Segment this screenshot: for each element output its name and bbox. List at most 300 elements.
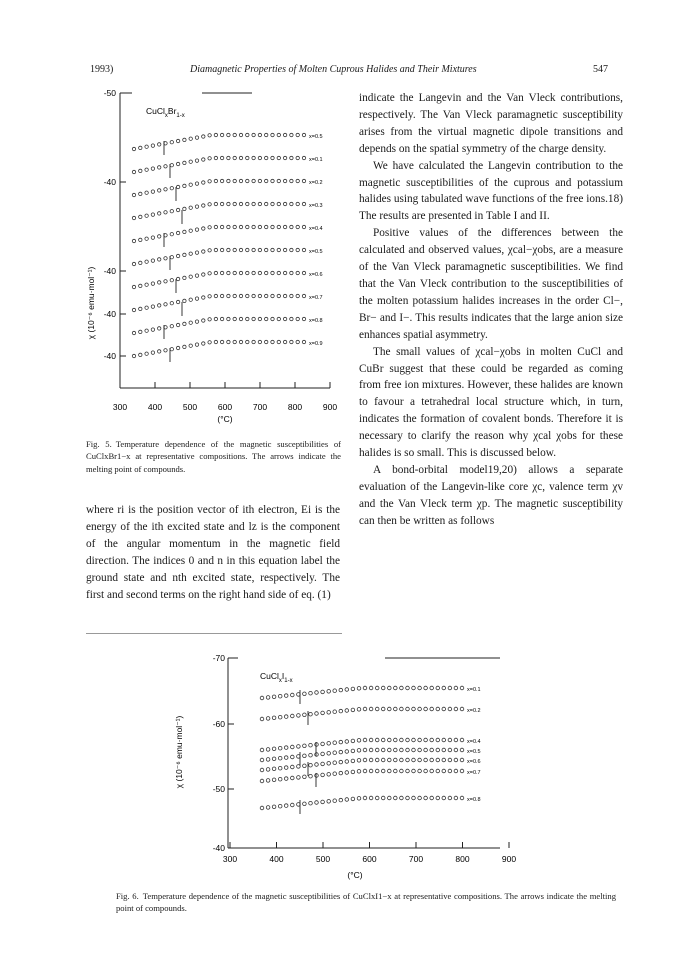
fig6-data-point — [284, 804, 288, 808]
fig5-data-point — [195, 297, 198, 300]
fig6-data-point — [442, 738, 446, 742]
fig5-series-curve — [132, 156, 322, 178]
fig5-data-point — [208, 295, 211, 298]
fig5-data-point — [214, 294, 217, 297]
fig5-data-point — [277, 271, 280, 274]
fig6-data-point — [333, 741, 337, 745]
fig5-data-point — [302, 225, 305, 228]
fig6-data-point — [375, 707, 379, 711]
fig5-data-point — [290, 225, 293, 228]
fig5-data-point — [283, 317, 286, 320]
fig5-data-point — [265, 156, 268, 159]
fig6-series-curve — [260, 686, 480, 704]
fig5-data-point — [233, 179, 236, 182]
fig5-data-point — [265, 133, 268, 136]
fig5-data-point — [195, 159, 198, 162]
fig6-data-point — [315, 801, 319, 805]
fig6-data-point — [406, 738, 410, 742]
fig6-series-label: x=0.6 — [467, 759, 481, 765]
fig5-data-point — [252, 133, 255, 136]
fig5-data-point — [296, 179, 299, 182]
fig6-data-point — [260, 717, 264, 721]
fig5-series-label: x=0.2 — [309, 180, 323, 186]
fig6-data-point — [291, 755, 295, 759]
fig5-data-point — [214, 248, 217, 251]
fig5-data-point — [265, 340, 268, 343]
fig5-data-point — [296, 225, 299, 228]
fig5-data-point — [214, 133, 217, 136]
fig6-data-point — [375, 796, 379, 800]
fig5-data-point — [258, 133, 261, 136]
fig6-data-point — [454, 769, 458, 773]
fig5-data-point — [208, 203, 211, 206]
fig5-data-point — [145, 260, 148, 263]
fig6-data-point — [284, 694, 288, 698]
fig5-data-point — [195, 228, 198, 231]
fig5-data-point — [252, 294, 255, 297]
fig6-data-point — [418, 686, 422, 690]
fig5-data-point — [170, 233, 173, 236]
fig6-data-point — [357, 749, 361, 753]
fig5-data-point — [227, 225, 230, 228]
fig6-data-point — [339, 750, 343, 754]
fig5-data-point — [195, 343, 198, 346]
fig5-series-curve — [132, 317, 322, 339]
fig6-data-point — [260, 696, 264, 700]
fig6-data-point — [291, 693, 295, 697]
fig6-data-point — [351, 708, 355, 712]
fig5-data-point — [233, 248, 236, 251]
fig5-data-point — [246, 340, 249, 343]
fig6-data-point — [381, 686, 385, 690]
fig6-data-point — [400, 686, 404, 690]
fig6-data-point — [381, 769, 385, 773]
fig6-data-point — [363, 748, 367, 752]
fig6-data-point — [406, 769, 410, 773]
fig5-data-point — [233, 294, 236, 297]
fig5-data-point — [277, 202, 280, 205]
fig6-series-label: x=0.5 — [467, 749, 481, 755]
fig5-series-label: x=0.4 — [309, 226, 323, 232]
fig6-data-point — [351, 687, 355, 691]
fig5-data-point — [164, 188, 167, 191]
fig6-data-point — [394, 686, 398, 690]
fig5-data-point — [170, 325, 173, 328]
fig6-data-point — [260, 748, 264, 752]
fig5-data-point — [227, 156, 230, 159]
fig5-data-point — [195, 251, 198, 254]
fig5-data-point — [158, 143, 161, 146]
fig6-data-point — [333, 799, 337, 803]
fig6-data-point — [400, 796, 404, 800]
fig6-data-point — [303, 754, 307, 758]
fig6-data-point — [436, 738, 440, 742]
fig6-data-point — [297, 776, 301, 780]
fig6-data-point — [454, 707, 458, 711]
fig6-data-point — [321, 762, 325, 766]
fig5-data-point — [151, 351, 154, 354]
fig5-data-point — [202, 250, 205, 253]
fig6-data-point — [424, 796, 428, 800]
fig5-data-point — [239, 340, 242, 343]
fig6-data-point — [388, 758, 392, 762]
fig5-data-point — [271, 179, 274, 182]
fig5-data-point — [189, 206, 192, 209]
fig5-data-point — [258, 179, 261, 182]
fig5-data-point — [283, 133, 286, 136]
fig5-data-point — [220, 179, 223, 182]
fig5-data-point — [189, 160, 192, 163]
fig6-data-point — [339, 709, 343, 713]
fig6-x-tick-label: 600 — [362, 854, 377, 864]
fig5-data-point — [252, 271, 255, 274]
fig5-data-point — [252, 317, 255, 320]
fig6-data-point — [442, 686, 446, 690]
fig5-data-point — [246, 225, 249, 228]
fig6-data-point — [321, 742, 325, 746]
fig6-data-point — [388, 686, 392, 690]
fig5-data-point — [233, 317, 236, 320]
fig5-data-point — [183, 299, 186, 302]
fig5-data-point — [265, 317, 268, 320]
fig6-y-tick-label: -50 — [212, 784, 225, 794]
figure-6-caption — [116, 890, 616, 915]
fig5-data-point — [208, 180, 211, 183]
fig6-data-point — [284, 715, 288, 719]
fig5-data-point — [252, 248, 255, 251]
fig6-label: $CuCl_xI_{1-x}$ — [260, 671, 293, 684]
fig5-data-point — [176, 254, 179, 257]
fig6-data-point — [400, 738, 404, 742]
fig6-data-point — [351, 739, 355, 743]
fig6-data-point — [315, 691, 319, 695]
fig5-data-point — [145, 329, 148, 332]
fig5-data-point — [302, 317, 305, 320]
fig6-data-point — [412, 686, 416, 690]
fig6-data-point — [363, 707, 367, 711]
fig6-data-point — [460, 738, 464, 742]
fig6-data-point — [309, 691, 313, 695]
fig5-data-point — [271, 156, 274, 159]
fig5-data-point — [176, 323, 179, 326]
fig5-data-point — [220, 156, 223, 159]
fig5-data-point — [176, 139, 179, 142]
fig5-series-curve — [132, 133, 322, 155]
fig5-data-point — [265, 294, 268, 297]
fig5-data-point — [277, 294, 280, 297]
fig6-data-point — [284, 766, 288, 770]
fig5-series-label: x=0.9 — [309, 341, 323, 347]
fig5-data-point — [283, 294, 286, 297]
fig5-data-point — [195, 274, 198, 277]
fig5-series-curve — [132, 294, 322, 316]
fig5-data-point — [189, 298, 192, 301]
fig5-data-point — [176, 208, 179, 211]
fig5-data-point — [252, 340, 255, 343]
fig5-data-point — [302, 271, 305, 274]
fig6-data-point — [394, 738, 398, 742]
fig6-data-point — [309, 801, 313, 805]
fig6-data-point — [321, 690, 325, 694]
fig5-data-point — [139, 238, 142, 241]
fig6-data-point — [278, 694, 282, 698]
fig5-data-point — [290, 248, 293, 251]
fig5-data-point — [271, 248, 274, 251]
fig6-data-point — [345, 740, 349, 744]
fig6-data-point — [436, 748, 440, 752]
fig5-data-point — [252, 202, 255, 205]
fig5-data-point — [158, 189, 161, 192]
fig6-data-point — [388, 748, 392, 752]
fig6-data-point — [454, 686, 458, 690]
fig5-data-point — [170, 302, 173, 305]
fig5-data-point — [233, 340, 236, 343]
fig6-series-label: x=0.4 — [467, 739, 481, 745]
fig5-data-point — [258, 248, 261, 251]
fig6-data-point — [260, 779, 264, 783]
fig6-data-point — [442, 796, 446, 800]
fig5-series-label: x=0.6 — [309, 272, 323, 278]
left-paragraph-1: where ri is the position vector of ith electron, Ei is the energy of the ith excited state and lz is the component of the angular momentum in the magnetic field direction. The indices 0 and n in this equation label the ground state and nth excited state, respectively. The first and second terms on the right hand side of eq. (1) — [86, 504, 340, 601]
fig5-data-point — [246, 271, 249, 274]
fig6-data-point — [345, 771, 349, 775]
fig5-data-point — [151, 282, 154, 285]
fig5-data-point — [183, 345, 186, 348]
fig5-data-point — [302, 340, 305, 343]
fig5-data-point — [164, 280, 167, 283]
fig5-data-point — [132, 262, 135, 265]
fig6-data-point — [436, 707, 440, 711]
fig6-data-point — [351, 770, 355, 774]
fig5-data-point — [139, 169, 142, 172]
fig5-data-point — [164, 165, 167, 168]
fig5-caption-label: Fig. 5. — [86, 439, 112, 449]
fig5-data-point — [189, 183, 192, 186]
fig5-data-point — [239, 317, 242, 320]
fig6-data-point — [381, 796, 385, 800]
fig5-x-tick-label: 900 — [322, 402, 338, 412]
fig5-data-point — [145, 191, 148, 194]
fig6-data-point — [460, 758, 464, 762]
fig6-data-point — [363, 769, 367, 773]
fig6-data-point — [400, 769, 404, 773]
fig5-data-point — [176, 185, 179, 188]
fig5-data-point — [208, 249, 211, 252]
fig5-data-point — [283, 179, 286, 182]
right-paragraph-5: A bond-orbital model19,20) allows a separate evaluation of the Langevin-like core χc, valence term χv and the Van Vleck term χp. The magnetic susceptibility can then be written as follows — [359, 463, 623, 527]
fig6-data-point — [460, 748, 464, 752]
fig5-data-point — [271, 294, 274, 297]
fig6-data-point — [454, 748, 458, 752]
fig5-data-point — [227, 294, 230, 297]
fig6-data-point — [309, 774, 313, 778]
fig6-data-point — [303, 764, 307, 768]
fig6-data-point — [278, 756, 282, 760]
fig5-data-point — [208, 134, 211, 137]
fig6-data-point — [406, 686, 410, 690]
fig6-data-point — [272, 747, 276, 751]
fig5-data-point — [145, 145, 148, 148]
fig5-data-point — [183, 322, 186, 325]
fig5-data-point — [164, 257, 167, 260]
fig5-data-point — [277, 156, 280, 159]
fig6-data-point — [272, 716, 276, 720]
fig5-data-point — [145, 237, 148, 240]
fig6-caption-text: Temperature dependence of the magnetic susceptibilities of CuClxI1−x at representative compositions. The arrows indicate the melting point of compounds. — [116, 891, 616, 914]
fig6-data-point — [430, 769, 434, 773]
fig5-data-point — [183, 230, 186, 233]
fig5-data-point — [164, 349, 167, 352]
fig5-data-point — [220, 340, 223, 343]
fig5-data-point — [271, 340, 274, 343]
fig5-data-point — [214, 202, 217, 205]
fig5-data-point — [296, 340, 299, 343]
fig5-data-point — [290, 156, 293, 159]
fig5-data-point — [290, 294, 293, 297]
fig6-data-point — [266, 717, 270, 721]
fig5-data-point — [302, 156, 305, 159]
fig6-data-point — [436, 686, 440, 690]
fig5-data-point — [202, 296, 205, 299]
fig6-data-point — [394, 796, 398, 800]
fig6-data-point — [442, 707, 446, 711]
fig5-data-point — [214, 179, 217, 182]
fig6-y-tick-label: -70 — [212, 653, 225, 663]
fig6-data-point — [424, 738, 428, 742]
figure-6 — [170, 652, 522, 882]
fig6-data-point — [291, 803, 295, 807]
fig6-data-point — [309, 712, 313, 716]
fig6-data-point — [418, 796, 422, 800]
fig5-data-point — [202, 158, 205, 161]
fig5-series-label: x=0.5 — [309, 249, 323, 255]
fig5-series-curve — [132, 179, 322, 201]
fig5-data-point — [145, 306, 148, 309]
fig6-data-point — [388, 738, 392, 742]
fig5-data-point — [227, 133, 230, 136]
fig5-y-tick-label: -40 — [103, 351, 116, 361]
fig5-data-point — [239, 133, 242, 136]
fig5-data-point — [296, 294, 299, 297]
fig5-data-point — [271, 225, 274, 228]
fig6-data-point — [333, 689, 337, 693]
fig5-data-point — [283, 156, 286, 159]
fig6-series-label: x=0.2 — [467, 708, 481, 714]
fig5-data-point — [164, 211, 167, 214]
fig6-data-point — [369, 748, 373, 752]
fig5-data-point — [220, 248, 223, 251]
fig5-data-point — [233, 202, 236, 205]
fig5-data-point — [158, 350, 161, 353]
fig5-data-point — [252, 225, 255, 228]
fig6-data-point — [430, 738, 434, 742]
fig5-data-point — [220, 317, 223, 320]
running-header-title: Diamagnetic Properties of Molten Cuprous Halides and Their Mixtures — [190, 64, 477, 75]
fig5-data-point — [302, 248, 305, 251]
fig5-data-point — [183, 161, 186, 164]
fig5-data-point — [183, 138, 186, 141]
fig5-data-point — [183, 184, 186, 187]
fig6-data-point — [406, 758, 410, 762]
fig5-data-point — [239, 225, 242, 228]
fig5-data-point — [132, 239, 135, 242]
fig6-data-point — [424, 769, 428, 773]
fig5-y-tick-label: -40 — [103, 266, 116, 276]
figure-5-caption — [86, 438, 341, 475]
fig5-data-point — [132, 354, 135, 357]
fig6-data-point — [284, 777, 288, 781]
fig5-data-point — [158, 327, 161, 330]
fig5-data-point — [202, 319, 205, 322]
fig6-data-point — [345, 750, 349, 754]
fig6-data-point — [303, 713, 307, 717]
fig5-data-point — [296, 271, 299, 274]
fig5-data-point — [158, 166, 161, 169]
fig6-data-point — [357, 708, 361, 712]
fig6-x-tick-label: 500 — [315, 854, 331, 864]
fig6-data-point — [345, 760, 349, 764]
fig5-data-point — [271, 317, 274, 320]
fig6-data-point — [315, 774, 319, 778]
fig5-data-point — [214, 340, 217, 343]
fig6-data-point — [297, 714, 301, 718]
fig6-data-point — [381, 707, 385, 711]
fig6-data-point — [369, 758, 373, 762]
fig6-data-point — [400, 748, 404, 752]
fig6-data-point — [357, 797, 361, 801]
fig6-data-point — [424, 686, 428, 690]
fig5-data-point — [239, 202, 242, 205]
fig5-data-point — [170, 256, 173, 259]
fig5-data-point — [189, 137, 192, 140]
fig6-data-point — [315, 743, 319, 747]
fig6-data-point — [327, 752, 331, 756]
fig5-data-point — [170, 348, 173, 351]
fig6-y-axis-label: χ (10⁻⁶ emu·mol⁻¹) — [174, 715, 184, 789]
fig6-y-tick-label: -60 — [212, 719, 225, 729]
fig5-data-point — [277, 317, 280, 320]
fig5-data-point — [265, 179, 268, 182]
fig6-data-point — [363, 758, 367, 762]
fig6-data-point — [460, 769, 464, 773]
fig6-data-point — [266, 748, 270, 752]
fig5-data-point — [151, 190, 154, 193]
fig5-data-point — [208, 341, 211, 344]
fig6-data-point — [303, 744, 307, 748]
fig5-data-point — [195, 320, 198, 323]
fig6-data-point — [333, 761, 337, 765]
fig6-data-point — [418, 758, 422, 762]
fig6-data-point — [272, 757, 276, 761]
fig6-data-point — [375, 769, 379, 773]
fig6-series-curve — [260, 748, 480, 766]
fig5-y-tick-label: -50 — [103, 88, 116, 98]
fig6-data-point — [424, 748, 428, 752]
running-header-year: 1993) — [90, 64, 114, 75]
fig6-data-point — [309, 743, 313, 747]
fig5-data-point — [239, 156, 242, 159]
fig5-data-point — [189, 321, 192, 324]
fig6-data-point — [303, 692, 307, 696]
fig5-data-point — [258, 225, 261, 228]
fig5-data-point — [139, 284, 142, 287]
fig5-data-point — [183, 253, 186, 256]
fig5-data-point — [202, 135, 205, 138]
fig5-data-point — [271, 202, 274, 205]
fig6-data-point — [351, 759, 355, 763]
fig6-data-point — [345, 798, 349, 802]
fig5-data-point — [220, 294, 223, 297]
